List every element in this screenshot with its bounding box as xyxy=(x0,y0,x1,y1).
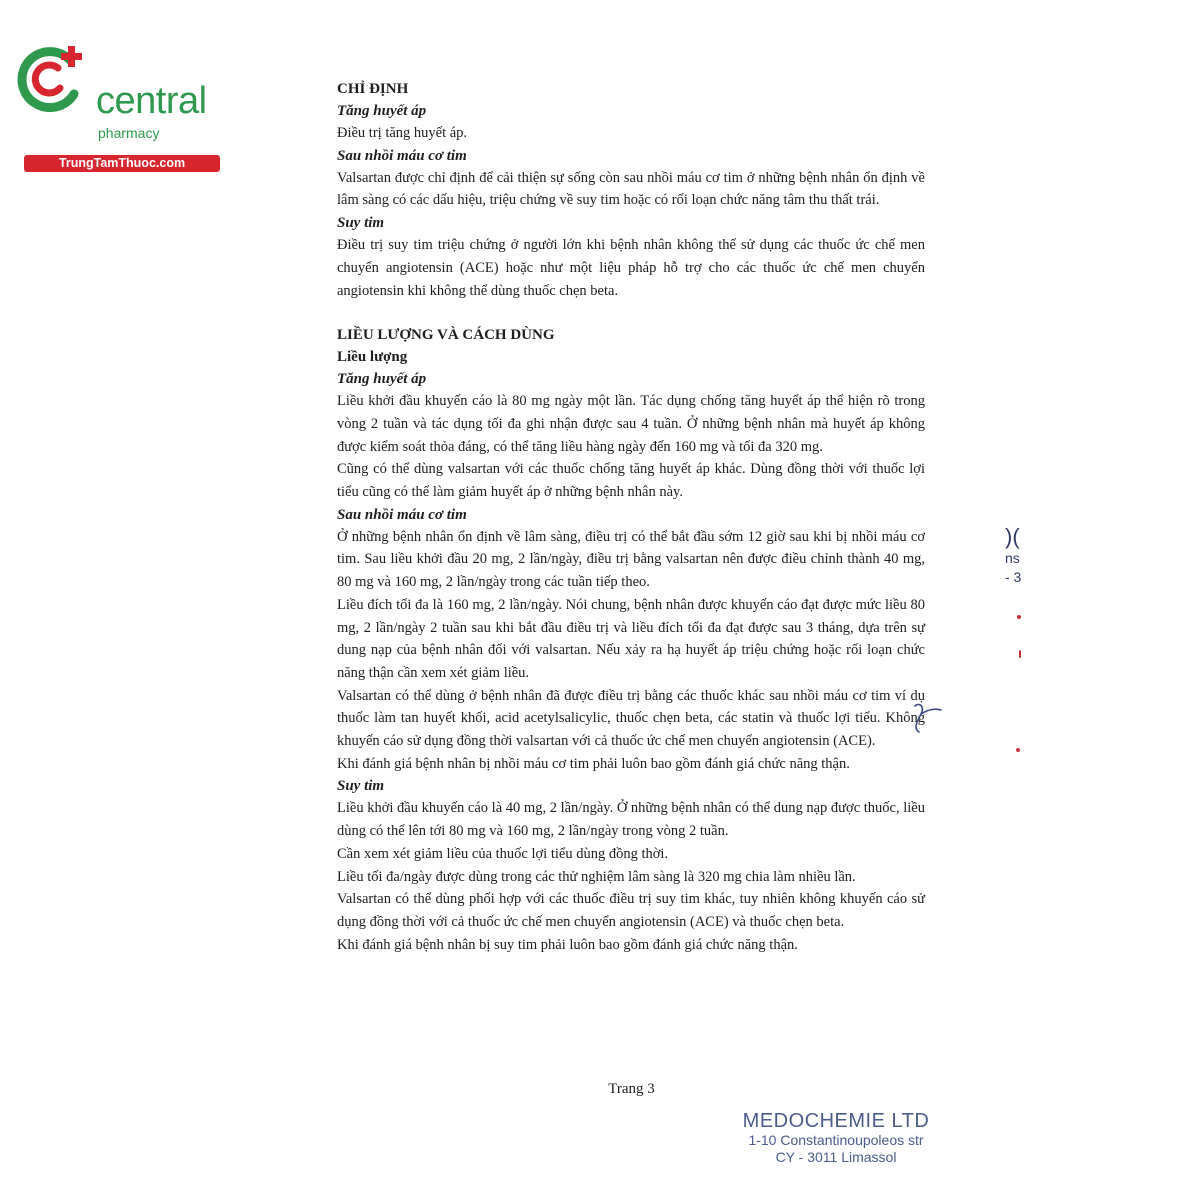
pharmacy-cross-logo-icon xyxy=(10,38,96,118)
subheading-tang-huyet-ap: Tăng huyết áp xyxy=(337,371,427,388)
paragraph: Điều trị suy tim triệu chứng ở người lớn khi bệnh nhân không thể sử dụng các thuốc ức chế men chuyển angiotensin (ACE) hoặc như một liệu pháp hỗ trợ cho các thuốc ức chế men chuyển angiotensin khi không thể dùng thuốc chẹn beta. xyxy=(337,237,925,299)
edge-mark xyxy=(1016,748,1020,752)
stamp-city: CY - 3011 Limassol xyxy=(775,1149,897,1165)
subheading-suy-tim: Suy tim xyxy=(337,778,385,795)
signature-mark xyxy=(905,698,945,738)
paragraph: Ở những bệnh nhân ổn định về lâm sàng, điều trị có thể bắt đầu sớm 12 giờ sau khi bị nhồi máu cơ tim. Sau liều khởi đầu 20 mg, 2 lần/ngày, điều trị bằng valsartan nên được điều chỉnh thành 40 mg, 80 mg và 160 mg, 2 lần/ngày trong các tuần tiếp theo. xyxy=(337,528,925,591)
paragraph: Điều trị tăng huyết áp. xyxy=(337,125,468,141)
page-number: Trang 3 xyxy=(608,1081,655,1097)
heading-chi-dinh: CHỈ ĐỊNH xyxy=(337,81,409,97)
document-body xyxy=(337,78,925,956)
subheading-sau-nhoi-mau: Sau nhồi máu cơ tim xyxy=(337,506,467,523)
stamp-address: 1-10 Constantinoupoleos str xyxy=(748,1132,924,1148)
paragraph: Khi đánh giá bệnh nhân bị nhồi máu cơ tim phải luôn bao gồm đánh giá chức năng thận. xyxy=(337,755,850,772)
brand-subtitle: pharmacy xyxy=(98,125,160,141)
subheading-sau-nhoi-mau: Sau nhồi máu cơ tim xyxy=(337,147,467,164)
stamp-company-name: MEDOCHEMIE LTD xyxy=(742,1110,930,1132)
edge-mark xyxy=(1019,650,1021,658)
subheading-tang-huyet-ap: Tăng huyết áp xyxy=(337,103,427,119)
paragraph: Liều khởi đầu khuyến cáo là 80 mg ngày một lần. Tác dụng chống tăng huyết áp thể hiện rõ trong vòng 2 tuần và tác dụng tối đa ghi nhận được sau 4 tuần. Ở những bệnh nhân mà huyết áp không được kiểm soát thỏa đáng, có thể tăng liều hàng ngày đến 160 mg và tối đa 320 mg. xyxy=(337,393,925,455)
paragraph: Valsartan có thể dùng ở bệnh nhân đã được điều trị bằng các thuốc khác sau nhồi máu cơ tim ví dụ thuốc làm tan huyết khối, acid acetylsalicylic, thuốc chẹn beta, các statin và thuốc lợi tiểu. Không khuyến cáo sử dụng đồng thời valsartan với cả thuốc ức chế men chuyển angiotensin (ACE). xyxy=(337,687,925,750)
paragraph: Cần xem xét giảm liều của thuốc lợi tiểu dùng đồng thời. xyxy=(337,845,669,862)
website-badge: TrungTamThuoc.com xyxy=(24,155,220,172)
subheading-suy-tim: Suy tim xyxy=(337,215,385,232)
subheading-lieu-luong: Liều lượng xyxy=(337,349,408,366)
paragraph: Valsartan được chỉ định để cải thiện sự sống còn sau nhồi máu cơ tim ở những bệnh nhân ổn định về lâm sàng có các dấu hiệu, triệu chứng về suy tim hoặc có rối loạn chức năng tâm thu thất trái. xyxy=(337,169,925,209)
brand-name: central xyxy=(96,80,207,122)
edge-fragment: - 3 xyxy=(1005,569,1022,585)
paragraph: Cũng có thể dùng valsartan với các thuốc chống tăng huyết áp khác. Dùng đồng thời với thuốc lợi tiểu cũng có thể làm giảm huyết áp ở những bệnh nhân này. xyxy=(337,461,925,501)
paragraph: Liều khởi đầu khuyến cáo là 40 mg, 2 lần/ngày. Ở những bệnh nhân có thể dung nạp được thuốc, liều dùng có thể lên tới 80 mg và 160 mg, 2 lần/ngày trong vòng 2 tuần. xyxy=(337,800,925,840)
paragraph: Liều đích tối đa là 160 mg, 2 lần/ngày. Nói chung, bệnh nhân được khuyến cáo đạt được mức liều 80 mg, 2 lần/ngày 2 tuần sau khi bắt đầu điều trị và liều đích tối đa đạt được sau 3 tháng, dựa trên sự dung nạp của bệnh nhân đối với valsartan. Nếu xảy ra hạ huyết áp triệu chứng hoặc rối loạn chức năng thận cần xem xét giảm liều. xyxy=(337,596,925,681)
edge-fragment: ns xyxy=(1005,550,1020,566)
paragraph: Liều tối đa/ngày được dùng trong các thử nghiệm lâm sàng là 320 mg chia làm nhiều lần. xyxy=(337,868,856,885)
company-stamp xyxy=(741,1110,931,1166)
edge-fragment: )( xyxy=(1005,524,1020,549)
central-pharmacy-logo xyxy=(10,38,215,170)
edge-mark xyxy=(1017,615,1021,619)
heading-lieu-luong: LIỀU LƯỢNG VÀ CÁCH DÙNG xyxy=(337,327,555,344)
paragraph: Khi đánh giá bệnh nhân bị suy tim phải luôn bao gồm đánh giá chức năng thận. xyxy=(337,936,798,953)
paragraph: Valsartan có thể dùng phối hợp với các thuốc điều trị suy tim khác, tuy nhiên không khuyến cáo sử dụng đồng thời với cả thuốc ức chế men chuyển angiotensin (ACE) và thuốc chẹn beta. xyxy=(337,891,925,930)
